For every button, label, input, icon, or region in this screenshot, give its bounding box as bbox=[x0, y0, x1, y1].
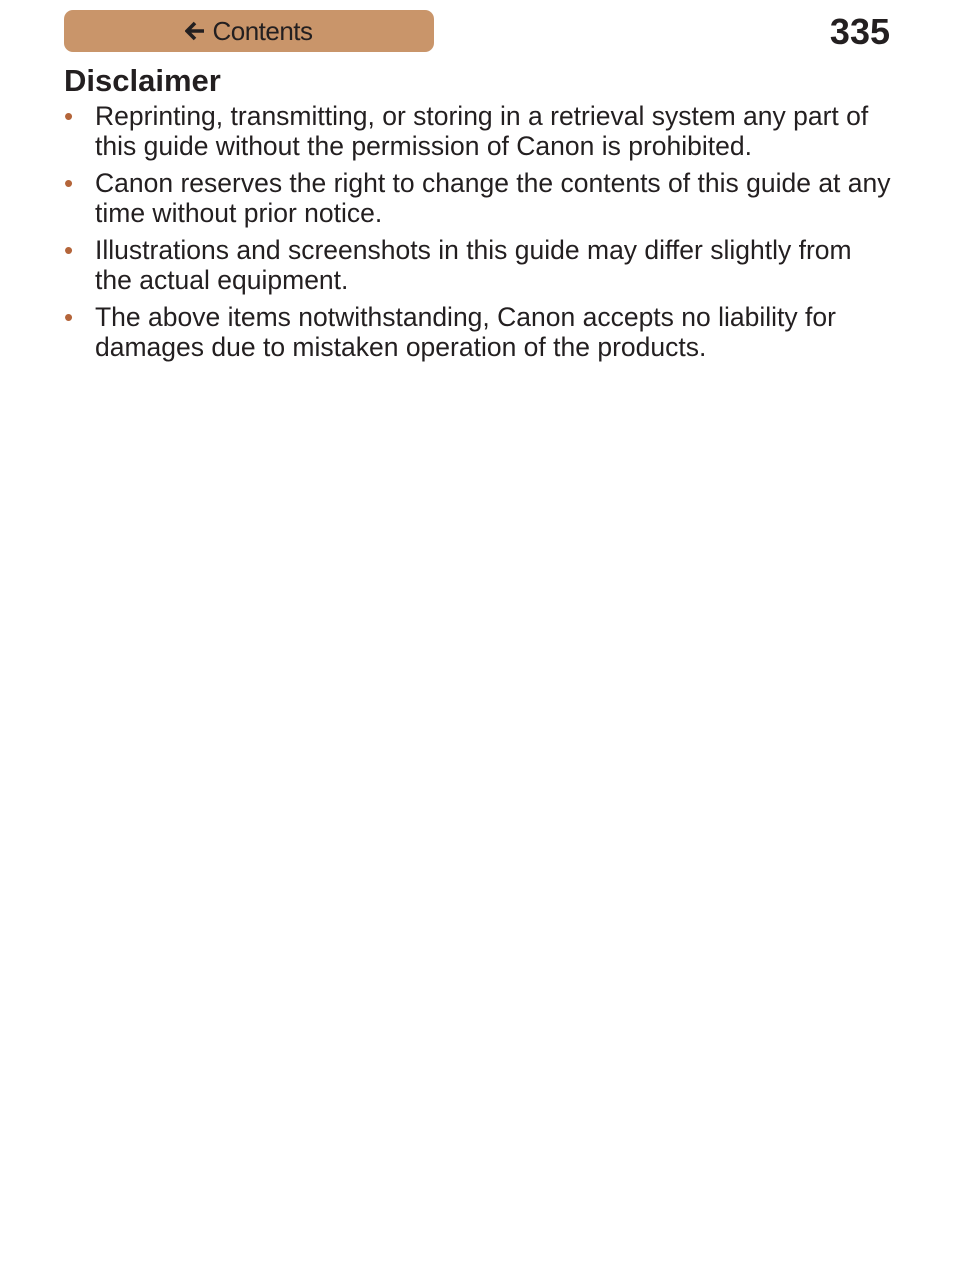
disclaimer-list bbox=[64, 101, 894, 369]
contents-button-inner bbox=[185, 18, 312, 44]
bullet-icon: • bbox=[64, 168, 74, 198]
contents-label: Contents bbox=[212, 16, 313, 46]
bullet-icon: • bbox=[64, 101, 74, 131]
list-item-text: Reprinting, transmitting, or storing in a retrieval system any part of this guide without the permission of Canon is prohibited. bbox=[95, 101, 869, 161]
page-title: Disclaimer bbox=[64, 63, 221, 98]
list-item bbox=[64, 302, 894, 362]
list-item-text: Illustrations and screenshots in this guide may differ slightly from the actual equipment. bbox=[95, 235, 852, 295]
bullet-icon: • bbox=[64, 235, 74, 265]
list-item-text: Canon reserves the right to change the contents of this guide at any time without prior notice. bbox=[95, 168, 891, 228]
contents-button[interactable] bbox=[64, 10, 434, 52]
arrow-left-icon bbox=[185, 21, 205, 41]
page-number: 335 bbox=[829, 11, 890, 52]
bullet-icon: • bbox=[64, 302, 74, 332]
list-item bbox=[64, 235, 894, 295]
list-item bbox=[64, 101, 894, 161]
list-item bbox=[64, 168, 894, 228]
list-item-text: The above items notwithstanding, Canon accepts no liability for damages due to mistaken operation of the products. bbox=[95, 302, 836, 362]
